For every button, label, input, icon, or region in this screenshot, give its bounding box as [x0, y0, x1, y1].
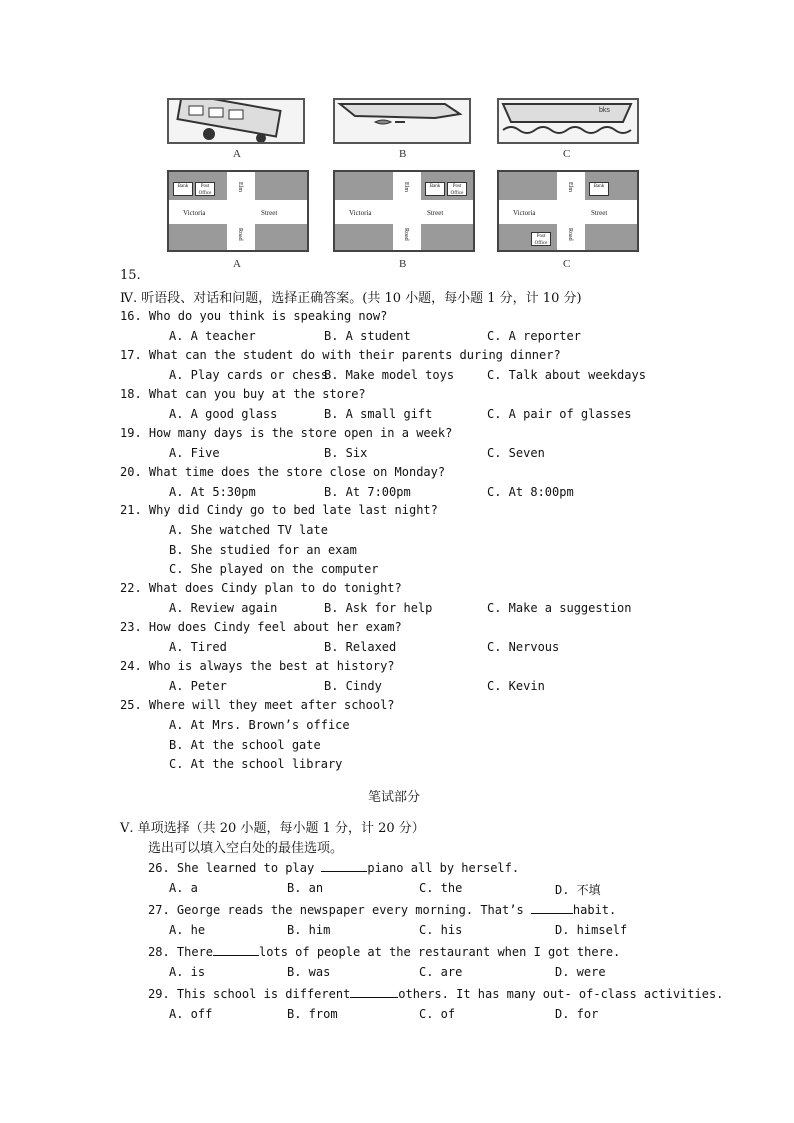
answer-option[interactable]: B. an	[287, 881, 324, 895]
question-text-after-blank: piano all by herself.	[367, 861, 520, 875]
answer-option[interactable]: B. Six	[324, 446, 368, 460]
answer-option[interactable]: A. A teacher	[169, 329, 256, 343]
picture-a-bus	[167, 98, 305, 144]
section-4-title: Ⅳ. 听语段、对话和问题，选择正确答案。(共 10 小题，每小题 1 分，计 10 分)	[120, 291, 582, 306]
question-stem	[148, 860, 519, 875]
answer-option[interactable]: C. of	[419, 1007, 456, 1021]
answer-option[interactable]: D. himself	[555, 923, 628, 937]
answer-option[interactable]: A. Five	[169, 446, 220, 460]
answer-option[interactable]: B. A student	[324, 329, 411, 343]
airplane-icon	[335, 100, 469, 142]
map-c-post-office: Post Office	[531, 232, 551, 246]
picture-c-ship	[497, 98, 639, 144]
map-a-bank: Bank	[173, 182, 193, 196]
answer-option[interactable]: A. At 5:30pm	[169, 485, 256, 499]
map-b-street-left: Victoria	[349, 209, 372, 217]
written-part-title: 笔试部分	[368, 790, 421, 805]
question-text-before-blank: 28. There	[148, 945, 214, 959]
answer-option[interactable]: A. Review again	[169, 601, 278, 615]
answer-option[interactable]: B. was	[287, 965, 331, 979]
picture-label-a: A	[233, 148, 241, 160]
question-stem: 23. How does Cindy feel about her exam?	[120, 620, 402, 634]
picture-label-c: C	[563, 148, 571, 160]
question-stem: 19. How many days is the store open in a week?	[120, 426, 453, 440]
question-text-before-blank: 29. This school is different	[148, 987, 351, 1001]
map-c	[497, 170, 639, 252]
map-label-c: C	[563, 258, 571, 270]
section-5-title: Ⅴ. 单项选择（共 20 小题，每小题 1 分，计 20 分）	[120, 821, 425, 836]
answer-option[interactable]: B. At the school gate	[169, 737, 321, 752]
map-c-street-right: Street	[591, 209, 608, 217]
question-stem: 21. Why did Cindy go to bed late last night?	[120, 503, 438, 517]
map-label-a: A	[233, 258, 241, 270]
map-c-bank: Bank	[589, 182, 609, 196]
question-text-after-blank: others. It has many out- of-class activities.	[398, 987, 724, 1001]
answer-blank[interactable]	[350, 986, 398, 998]
map-a-street-left: Victoria	[183, 209, 206, 217]
answer-option[interactable]: C. the	[419, 881, 463, 895]
answer-option[interactable]: B. Cindy	[324, 679, 382, 693]
map-a-road-bottom: Road	[237, 228, 243, 241]
question-text-after-blank: habit.	[572, 903, 617, 917]
answer-option[interactable]: D. 不填	[555, 883, 601, 897]
answer-option[interactable]: A. Play cards or chess	[169, 368, 328, 382]
answer-option[interactable]: B. She studied for an exam	[169, 542, 357, 557]
picture-b-airplane	[333, 98, 471, 144]
question-stem: 17. What can the student do with their parents during dinner?	[120, 348, 561, 362]
map-a-road-top: Elm	[237, 182, 243, 192]
answer-option[interactable]: C. A pair of glasses	[487, 407, 632, 421]
map-b-post-office: Post Office	[447, 182, 467, 196]
answer-option[interactable]: C. Nervous	[487, 640, 560, 654]
answer-option[interactable]: C. his	[419, 923, 463, 937]
map-b-street-right: Street	[427, 209, 444, 217]
map-a-post-office: Post Office	[195, 182, 215, 196]
map-c-road-bottom: Road	[567, 228, 573, 241]
answer-option[interactable]: C. are	[419, 965, 463, 979]
question-15-number: 15.	[120, 268, 141, 283]
answer-option[interactable]: D. for	[555, 1007, 599, 1021]
section-5-instruction: 选出可以填入空白处的最佳选项。	[148, 841, 344, 856]
answer-blank[interactable]	[213, 944, 259, 956]
bus-icon	[169, 100, 303, 142]
answer-blank[interactable]	[531, 902, 573, 914]
map-c-street-left: Victoria	[513, 209, 536, 217]
question-stem: 25. Where will they meet after school?	[120, 698, 395, 712]
question-stem	[148, 986, 723, 1001]
map-a-street-right: Street	[261, 209, 278, 217]
answer-option[interactable]: A. is	[169, 965, 206, 979]
answer-option[interactable]: C. Kevin	[487, 679, 545, 693]
answer-option[interactable]: B. Ask for help	[324, 601, 433, 615]
answer-option[interactable]: D. were	[555, 965, 606, 979]
answer-option[interactable]: C. She played on the computer	[169, 562, 379, 576]
answer-option[interactable]: C. Seven	[487, 446, 545, 460]
answer-option[interactable]: A. off	[169, 1007, 213, 1021]
answer-option[interactable]: B. from	[287, 1007, 338, 1021]
svg-text:bks: bks	[599, 107, 610, 114]
answer-option[interactable]: A. he	[169, 923, 206, 937]
answer-option[interactable]: A. She watched TV late	[169, 523, 328, 537]
answer-option[interactable]: C. At the school library	[169, 757, 343, 771]
map-label-b: B	[399, 258, 407, 270]
answer-option[interactable]: A. Tired	[169, 640, 227, 654]
ship-icon	[499, 100, 637, 142]
question-stem: 22. What does Cindy plan to do tonight?	[120, 581, 402, 595]
question-stem	[148, 902, 616, 917]
answer-option[interactable]: A. A good glass	[169, 407, 278, 421]
answer-option[interactable]: B. At 7:00pm	[324, 485, 411, 499]
question-text-before-blank: 27. George reads the newspaper every morning. That’s	[148, 903, 531, 917]
question-stem: 16. Who do you think is speaking now?	[120, 309, 388, 323]
map-a	[167, 170, 309, 252]
answer-option[interactable]: C. Talk about weekdays	[487, 368, 646, 382]
answer-option[interactable]: C. A reporter	[487, 329, 581, 343]
answer-option[interactable]: A. a	[169, 881, 198, 895]
map-b-road-top: Elm	[403, 182, 409, 192]
answer-blank[interactable]	[321, 860, 367, 872]
answer-option[interactable]: B. him	[287, 923, 331, 937]
map-b-bank: Bank	[425, 182, 445, 196]
answer-option[interactable]: B. Relaxed	[324, 640, 397, 654]
question-stem: 20. What time does the store close on Monday?	[120, 465, 446, 479]
answer-option[interactable]: B. Make model toys	[324, 368, 455, 382]
answer-option[interactable]: A. At Mrs. Brown’s office	[169, 718, 350, 732]
question-text-before-blank: 26. She learned to play	[148, 861, 322, 875]
map-b	[333, 170, 475, 252]
map-c-road-top: Elm	[567, 182, 573, 192]
question-text-after-blank: lots of people at the restaurant when I got there.	[259, 945, 621, 959]
answer-option[interactable]: C. At 8:00pm	[487, 485, 574, 499]
question-stem	[148, 944, 620, 959]
answer-option[interactable]: C. Make a suggestion	[487, 601, 632, 615]
question-stem: 18. What can you buy at the store?	[120, 387, 366, 401]
picture-label-b: B	[399, 148, 407, 160]
answer-option[interactable]: A. Peter	[169, 679, 227, 693]
question-stem: 24. Who is always the best at history?	[120, 659, 395, 673]
answer-option[interactable]: B. A small gift	[324, 407, 433, 421]
map-b-road-bottom: Road	[403, 228, 409, 241]
